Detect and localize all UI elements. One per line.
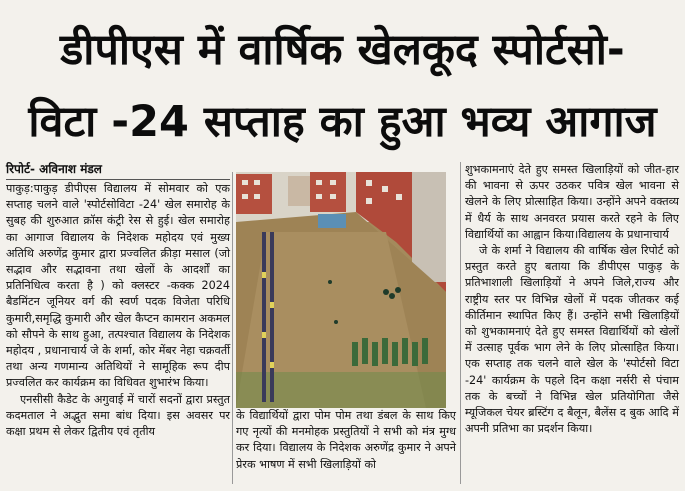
col1-paragraph-1: पाकुड़:पाकुड़ डीपीएस विद्यालय में सोमवार को एक सप्ताह चलने वाले 'स्पोर्टसोविटा -24' खेल समारोह के सुबह की शुरुआत क्रॉस कंट्री रेस से हुई। खेल समारोह का आगाज विद्यालय के निदेशक महोदय एवं मुख्य अतिथि अरुणेंद्र कुमार द्वारा प्रज्वलित क्रीड़ा मसाल (जो सद्भाव और सद्भावना तथा खेलों के आदर्शों का प्रतिनिधित्व करता है ) को क्लस्टर -कक्क 2024 बैडमिंटन जूनियर वर्ग की स्वर्ण पदक विजेता परिधि कुमारी,समृद्धि कुमारी और खेल कैप्टन कामरान अकमल को सौपने के साथ हुआ, तत्पश्चात विद्यालय के निदेशक महोदय , प्रधानाचार्य जे के शर्मा, कोर मेंबर नेहा चक्रवर्ती तथा अन्य गणमान्य अतिथियों ने सामूहिक रूप दीप प्रज्वलित कर कार्यक्रम का विधिवत शुभारंभ किया।: [6, 182, 230, 390]
headline-line-1: डीपीएस में वार्षिक खेलकूद स्पोर्टसो-: [60, 25, 625, 75]
headline: [0, 0, 685, 158]
byline: रिपोर्ट- अविनाश मंडल: [6, 160, 230, 180]
col2-paragraph-1: के विद्यार्थियों द्वारा पोम पोम तथा डंबल के साथ किए गए नृत्यों की मनमोहक प्रस्तुतियों ने सभी को मंत्र मुग्ध कर दिया। विद्यालय के निदेशक अरुणेंद्र कुमार ने अपने प्रेरक भाषण में सभी खिलाड़ियों को: [236, 409, 456, 471]
school-sports-ground-photo: [236, 172, 446, 408]
column-divider: [232, 172, 233, 484]
col3-paragraph-2: जे के शर्मा ने विद्यालय की वार्षिक खेल रिपोर्ट को प्रस्तुत करते हुए बताया कि डीपीएस पाकुड़ के प्रतिभाशाली खिलाड़ियों ने अपने जिले,राज्य और राष्ट्रीय स्तर पर विभिन्न खेलों में पदक जीतकर कई कीर्तिमान स्थापित किए हैं। उन्होंने सभी खिलाड़ियों को शुभकामनाएं देते हुए समस्त विद्यार्थियों को खेलों में उत्साह पूर्वक भाग लेने के लिए प्रोत्साहित किया। एक सप्ताह तक चलने वाले खेल के 'स्पोर्टसो विटा -24' कार्यक्रम के पहले दिन कक्षा नर्सरी से पंचाम तक के बच्चों ने विभिन्न खेल प्रतियोगिता जैसे म्यूजिकल चेयर ब्रस्टिंग द बैलून, बैलेंस द बुक आदि में अपनी प्रतिभा का प्रदर्शन किया।: [465, 244, 679, 436]
column-2: [236, 408, 456, 473]
column-1: [6, 181, 230, 440]
headline-line-2: विटा -24 सप्ताह का हुआ भव्य आगाज: [28, 97, 657, 147]
column-3: [465, 162, 679, 437]
photo-illustration: [236, 172, 446, 408]
col1-paragraph-2: एनसीसी कैडेट के अगुवाई में चारों सदनों द्वारा प्रस्तुत कदमताल ने अद्भुत समा बांध दिया। इस अवसर पर कक्षा प्रथम से लेकर द्वितीय एवं तृतीय: [6, 392, 230, 439]
column-divider: [460, 162, 461, 484]
col3-paragraph-1: शुभकामनाएं देते हुए समस्त खिलाड़ियों को जीत-हार की भावना से ऊपर उठकर पवित्र खेल भावना से खेलने के लिए प्रोत्साहित किया। उन्होंने अपने वक्तव्य में धैर्य के साथ अनवरत प्रयास करते रहने के लिए विद्यार्थियों का आह्वान किया।विद्यालय के प्रधानाचार्य: [465, 163, 679, 241]
